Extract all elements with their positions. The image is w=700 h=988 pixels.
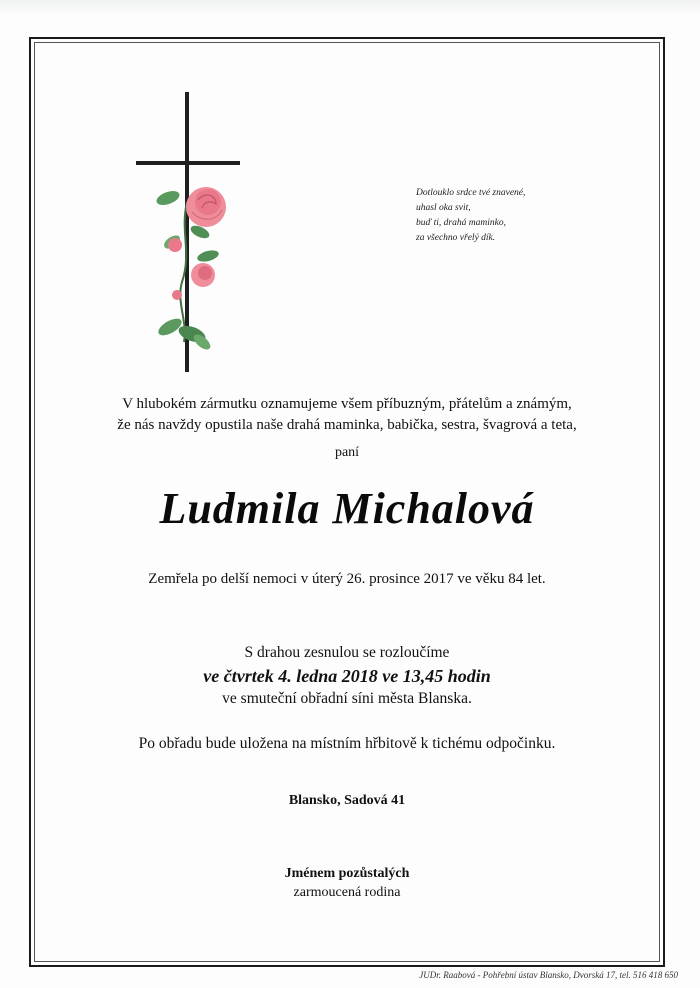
honorific: paní: [334, 445, 360, 460]
announcement-line: V hlubokém zármutku oznamujeme všem příbuzným, přátelům a známým,: [122, 396, 572, 412]
family-address: Blansko, Sadová 41: [288, 793, 406, 808]
poem-line: za všechno vřelý dík.: [416, 233, 496, 243]
funeral-home-footer: JUDr. Raabová - Pohřební ústav Blansko, Dvorská 17, tel. 516 418 650: [419, 970, 678, 980]
signature-family: zarmoucená rodina: [293, 885, 401, 900]
signature-block: [34, 864, 660, 902]
poem-line: Dotlouklo srdce tvé znavené,: [416, 188, 526, 198]
memorial-poem: [416, 186, 646, 246]
signature-heading: Jménem pozůstalých: [284, 866, 410, 881]
poem-line: uhasl oka svit,: [416, 203, 471, 213]
ceremony-place: ve smuteční obřadní síni města Blanska.: [222, 690, 472, 707]
announcement-text: [34, 394, 660, 436]
ceremony-intro: S drahou zesnulou se rozloučíme: [244, 644, 450, 661]
ceremony-datetime: ve čtvrtek 4. ledna 2018 ve 13,45 hodin: [203, 666, 491, 686]
burial-note: Po obřadu bude uložena na místním hřbitově k tichému odpočinku.: [138, 735, 556, 752]
cross-with-roses-icon: [130, 92, 250, 377]
scan-edge: [0, 0, 700, 14]
deceased-name: Ludmila Michalová: [159, 484, 535, 533]
death-note: Zemřela po delší nemoci v úterý 26. prosince 2017 ve věku 84 let.: [148, 571, 546, 587]
ceremony-info: [34, 642, 660, 710]
poem-line: buď ti, drahá maminko,: [416, 218, 506, 228]
announcement-line: že nás navždy opustila naše drahá maminka, babička, sestra, švagrová a teta,: [117, 417, 577, 433]
